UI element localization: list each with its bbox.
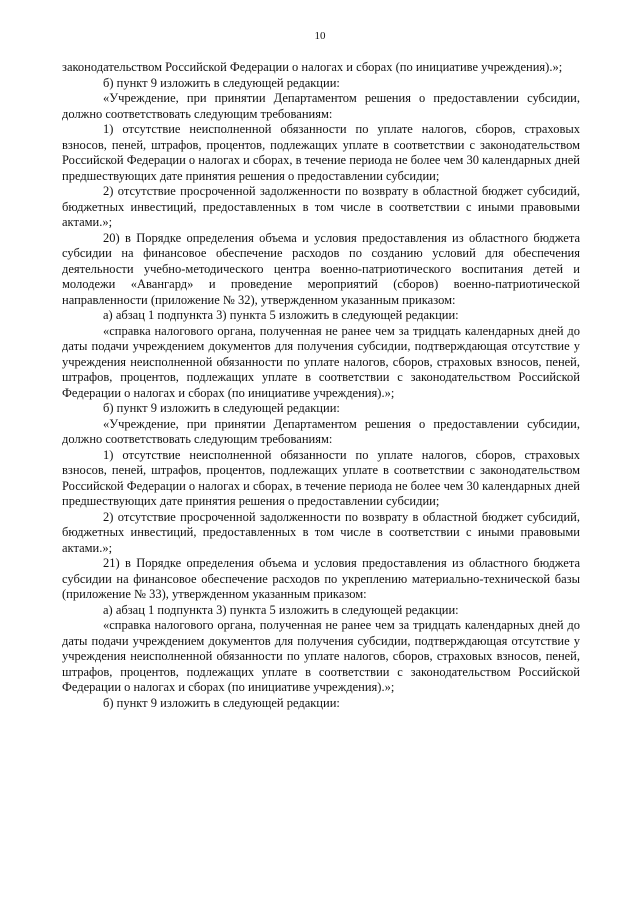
paragraph: «справка налогового органа, полученная не ранее чем за тридцать календарных дней до даты подачи учреждением документов для получения субсидии, подтверждающая отсутствие у учреждения неисполненной обязанности по уплате налогов, сборов, страховых взносов, пеней, штрафов, процентов, подлежащих уплате в соответствии с законодательством Российской Федерации о налогах и сборах (по инициативе учреждения).»; [62, 323, 580, 400]
paragraph: 1) отсутствие неисполненной обязанности по уплате налогов, сборов, страховых взносов, пеней, штрафов, процентов, подлежащих уплате в соответствии с законодательством Российской Федерации о налогах и сборах, в течение периода не более чем 30 календарных дней предшествующих дате принятия решения о предоставлении субсидии; [62, 447, 580, 508]
paragraph: 21) в Порядке определения объема и условия предоставления из областного бюджета субсидии на финансовое обеспечение расходов по укреплению материально-технической базы (приложение № 33), утвержденном указанным приказом: [62, 556, 580, 601]
page-number: 10 [314, 30, 326, 42]
paragraph: 1) отсутствие неисполненной обязанности по уплате налогов, сборов, страховых взносов, пеней, штрафов, процентов, подлежащих уплате в соответствии с законодательством Российской Федерации о налогах и сборах, в течение периода не более чем 30 календарных дней предшествующих дате принятия решения о предоставлении субсидии; [62, 122, 580, 183]
paragraph: б) пункт 9 изложить в следующей редакции: [103, 695, 340, 710]
paragraph: «Учреждение, при принятии Департаментом решения о предоставлении субсидии, должно соответствовать следующим требованиям: [62, 91, 580, 121]
paragraph: б) пункт 9 изложить в следующей редакции: [103, 401, 340, 415]
paragraph: 2) отсутствие просроченной задолженности по возврату в областной бюджет субсидий, бюджетных инвестиций, предоставленных в том числе в соответствии с иными правовыми актами.»; [62, 509, 580, 555]
paragraph: «Учреждение, при принятии Департаментом решения о предоставлении субсидии, должно соответствовать следующим требованиям: [62, 416, 580, 446]
paragraph: а) абзац 1 подпункта 3) пункта 5 изложить в следующей редакции: [103, 602, 459, 617]
paragraph: а) абзац 1 подпункта 3) пункта 5 изложить в следующей редакции: [103, 308, 459, 322]
paragraph: 2) отсутствие просроченной задолженности по возврату в областной бюджет субсидий, бюджетных инвестиций, предоставленных в том числе в соответствии с иными правовыми актами.»; [62, 184, 580, 229]
paragraph: 20) в Порядке определения объема и условия предоставления из областного бюджета субсидии на финансовое обеспечение расходов по созданию условий для обеспечения деятельности учебно-методического центра военно-патриотического воспитания детей и молодежи «Авангард» и проведение мероприятий (сборов) военно-патриотической направленности (приложение № 32), утвержденном указанным приказом: [62, 230, 580, 307]
paragraph: б) пункт 9 изложить в следующей редакции: [103, 75, 340, 90]
paragraph: законодательством Российской Федерации о налогах и сборах (по инициативе учреждения).»; [62, 60, 563, 74]
paragraph: «справка налогового органа, полученная не ранее чем за тридцать календарных дней до даты подачи учреждением документов для получения субсидии, подтверждающая отсутствие у учреждения неисполненной обязанности по уплате налогов, сборов, страховых взносов, пеней, штрафов, процентов, подлежащих уплате в соответствии с законодательством Российской Федерации о налогах и сборах (по инициативе учреждения).»; [62, 618, 580, 694]
document-body [62, 60, 580, 711]
